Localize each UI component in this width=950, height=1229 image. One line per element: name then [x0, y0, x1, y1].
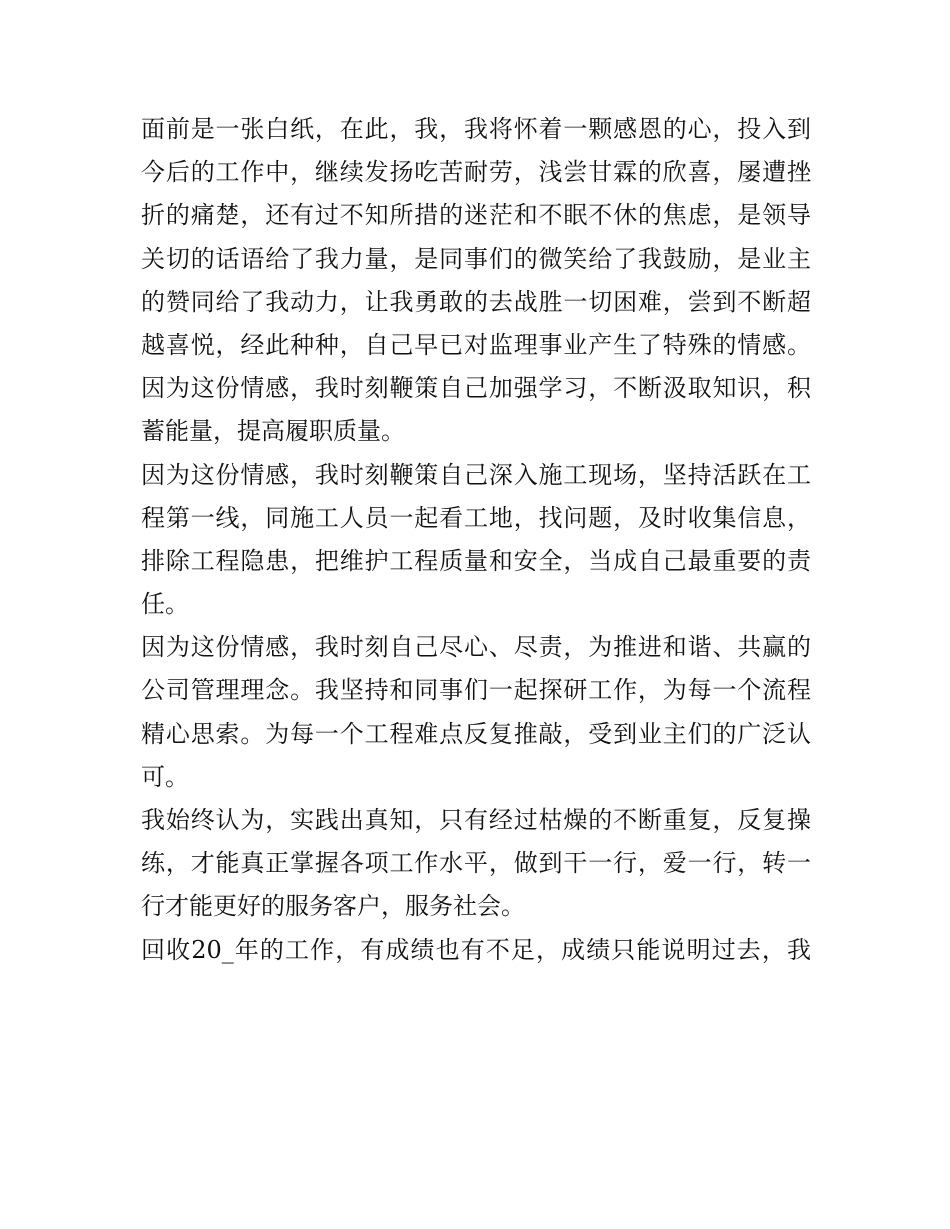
text-line: 任。	[141, 590, 189, 619]
text-line: 折的痛楚，还有过不知所措的迷茫和不眠不休的焦虑，是领导	[141, 201, 811, 230]
text-line: 程第一线，同施工人员一起看工地，找问题，及时收集信息，	[141, 503, 811, 532]
text-line: 今后的工作中，继续发扬吃苦耐劳，浅尝甘霖的欣喜，屡遭挫	[141, 158, 811, 187]
text-line: 我始终认为，实践出真知，只有经过枯燥的不断重复，反复操	[141, 806, 811, 834]
text-line: 越喜悦，经此种种，自己早已对监理事业产生了特殊的情感。	[141, 330, 811, 359]
text-line: 可。	[141, 762, 189, 791]
text-line: 的赞同给了我动力，让我勇敢的去战胜一切困难，尝到不断超	[141, 287, 811, 316]
text-line: 行才能更好的服务客户，服务社会。	[141, 892, 525, 921]
text-line: 面前是一张白纸，在此，我，我将怀着一颗感恩的心，投入到	[141, 115, 811, 143]
body-text	[141, 108, 811, 972]
text-line: 精心思索。为每一个工程难点反复推敲，受到业主们的广泛认	[141, 719, 811, 748]
text-line: 蓄能量，提高履职质量。	[141, 417, 405, 446]
text-line: 排除工程隐患，把维护工程质量和安全，当成自己最重要的责	[141, 546, 811, 575]
text-line: 关切的话语给了我力量，是同事们的微笑给了我鼓励，是业主	[141, 244, 811, 273]
text-line: 回收20_年的工作，有成绩也有不足，成绩只能说明过去，我	[141, 935, 811, 964]
text-line: 练，才能真正掌握各项工作水平，做到干一行，爱一行，转一	[141, 849, 811, 878]
text-line: 因为这份情感，我时刻鞭策自己深入施工现场，坚持活跃在工	[141, 460, 811, 489]
text-line: 因为这份情感，我时刻鞭策自己加强学习，不断汲取知识，积	[141, 374, 811, 403]
text-line: 因为这份情感，我时刻自己尽心、尽责，为推进和谐、共赢的	[141, 633, 811, 662]
text-line: 公司管理理念。我坚持和同事们一起探研工作，为每一个流程	[141, 676, 811, 705]
